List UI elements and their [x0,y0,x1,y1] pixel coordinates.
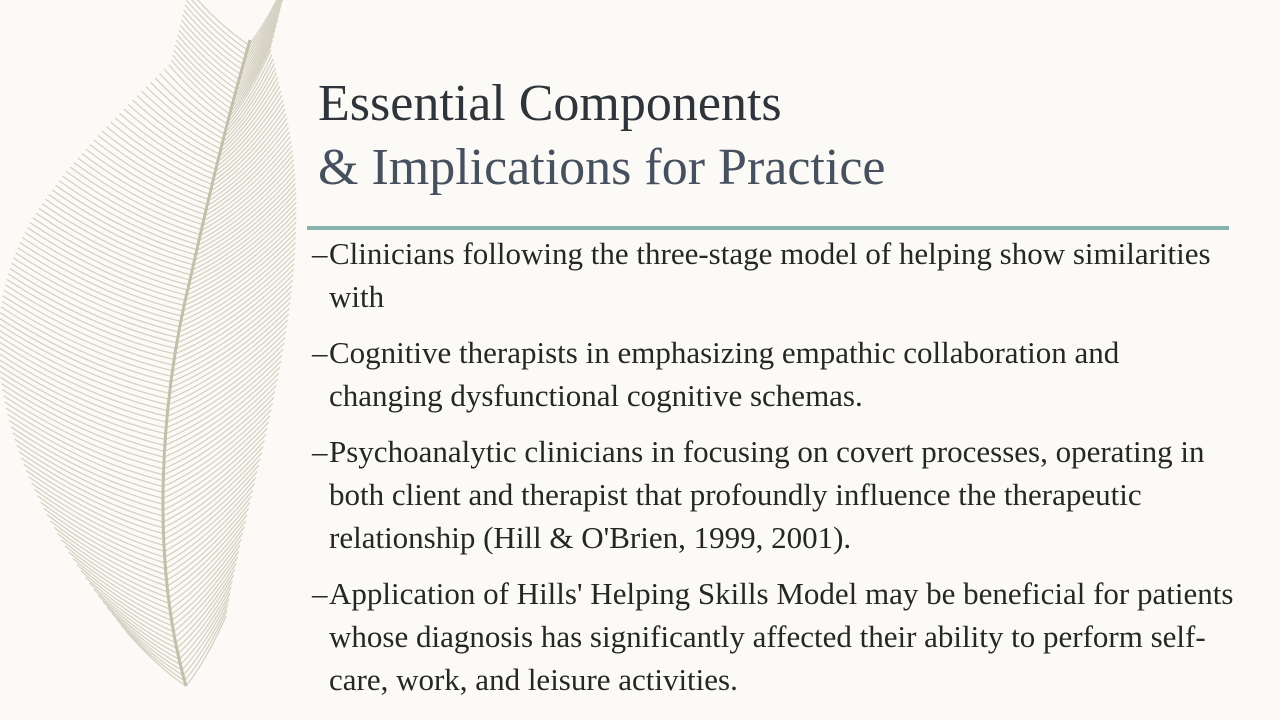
slide-title [318,72,885,200]
bullet-item [312,232,1236,318]
dash-bullet-icon: – [312,236,328,271]
dash-bullet-icon: – [312,335,328,370]
title-line-1: Essential Components [318,75,782,132]
bullet-text: Clinicians following the three-stage model of helping show similarities with [329,236,1211,314]
bullet-text: Psychoanalytic clinicians in focusing on covert processes, operating in both client and therapist that profoundly influence the therapeutic relationship (Hill & O'Brien, 1999, 2001). [329,434,1205,555]
bullet-item [312,572,1236,701]
bullet-item [312,430,1236,559]
dash-bullet-icon: – [312,434,328,469]
bullet-text: Application of Hills' Helping Skills Model may be beneficial for patients whose diagnosis has significantly affected their ability to perform self-care, work, and leisure activities. [329,576,1234,697]
title-line-2: & Implications for Practice [318,139,886,196]
bullet-text: Cognitive therapists in emphasizing empathic collaboration and changing dysfunctional cognitive schemas. [329,335,1120,413]
title-divider [307,226,1229,230]
dash-bullet-icon: – [312,576,328,611]
bullet-item [312,331,1236,417]
bullet-list [312,232,1236,714]
